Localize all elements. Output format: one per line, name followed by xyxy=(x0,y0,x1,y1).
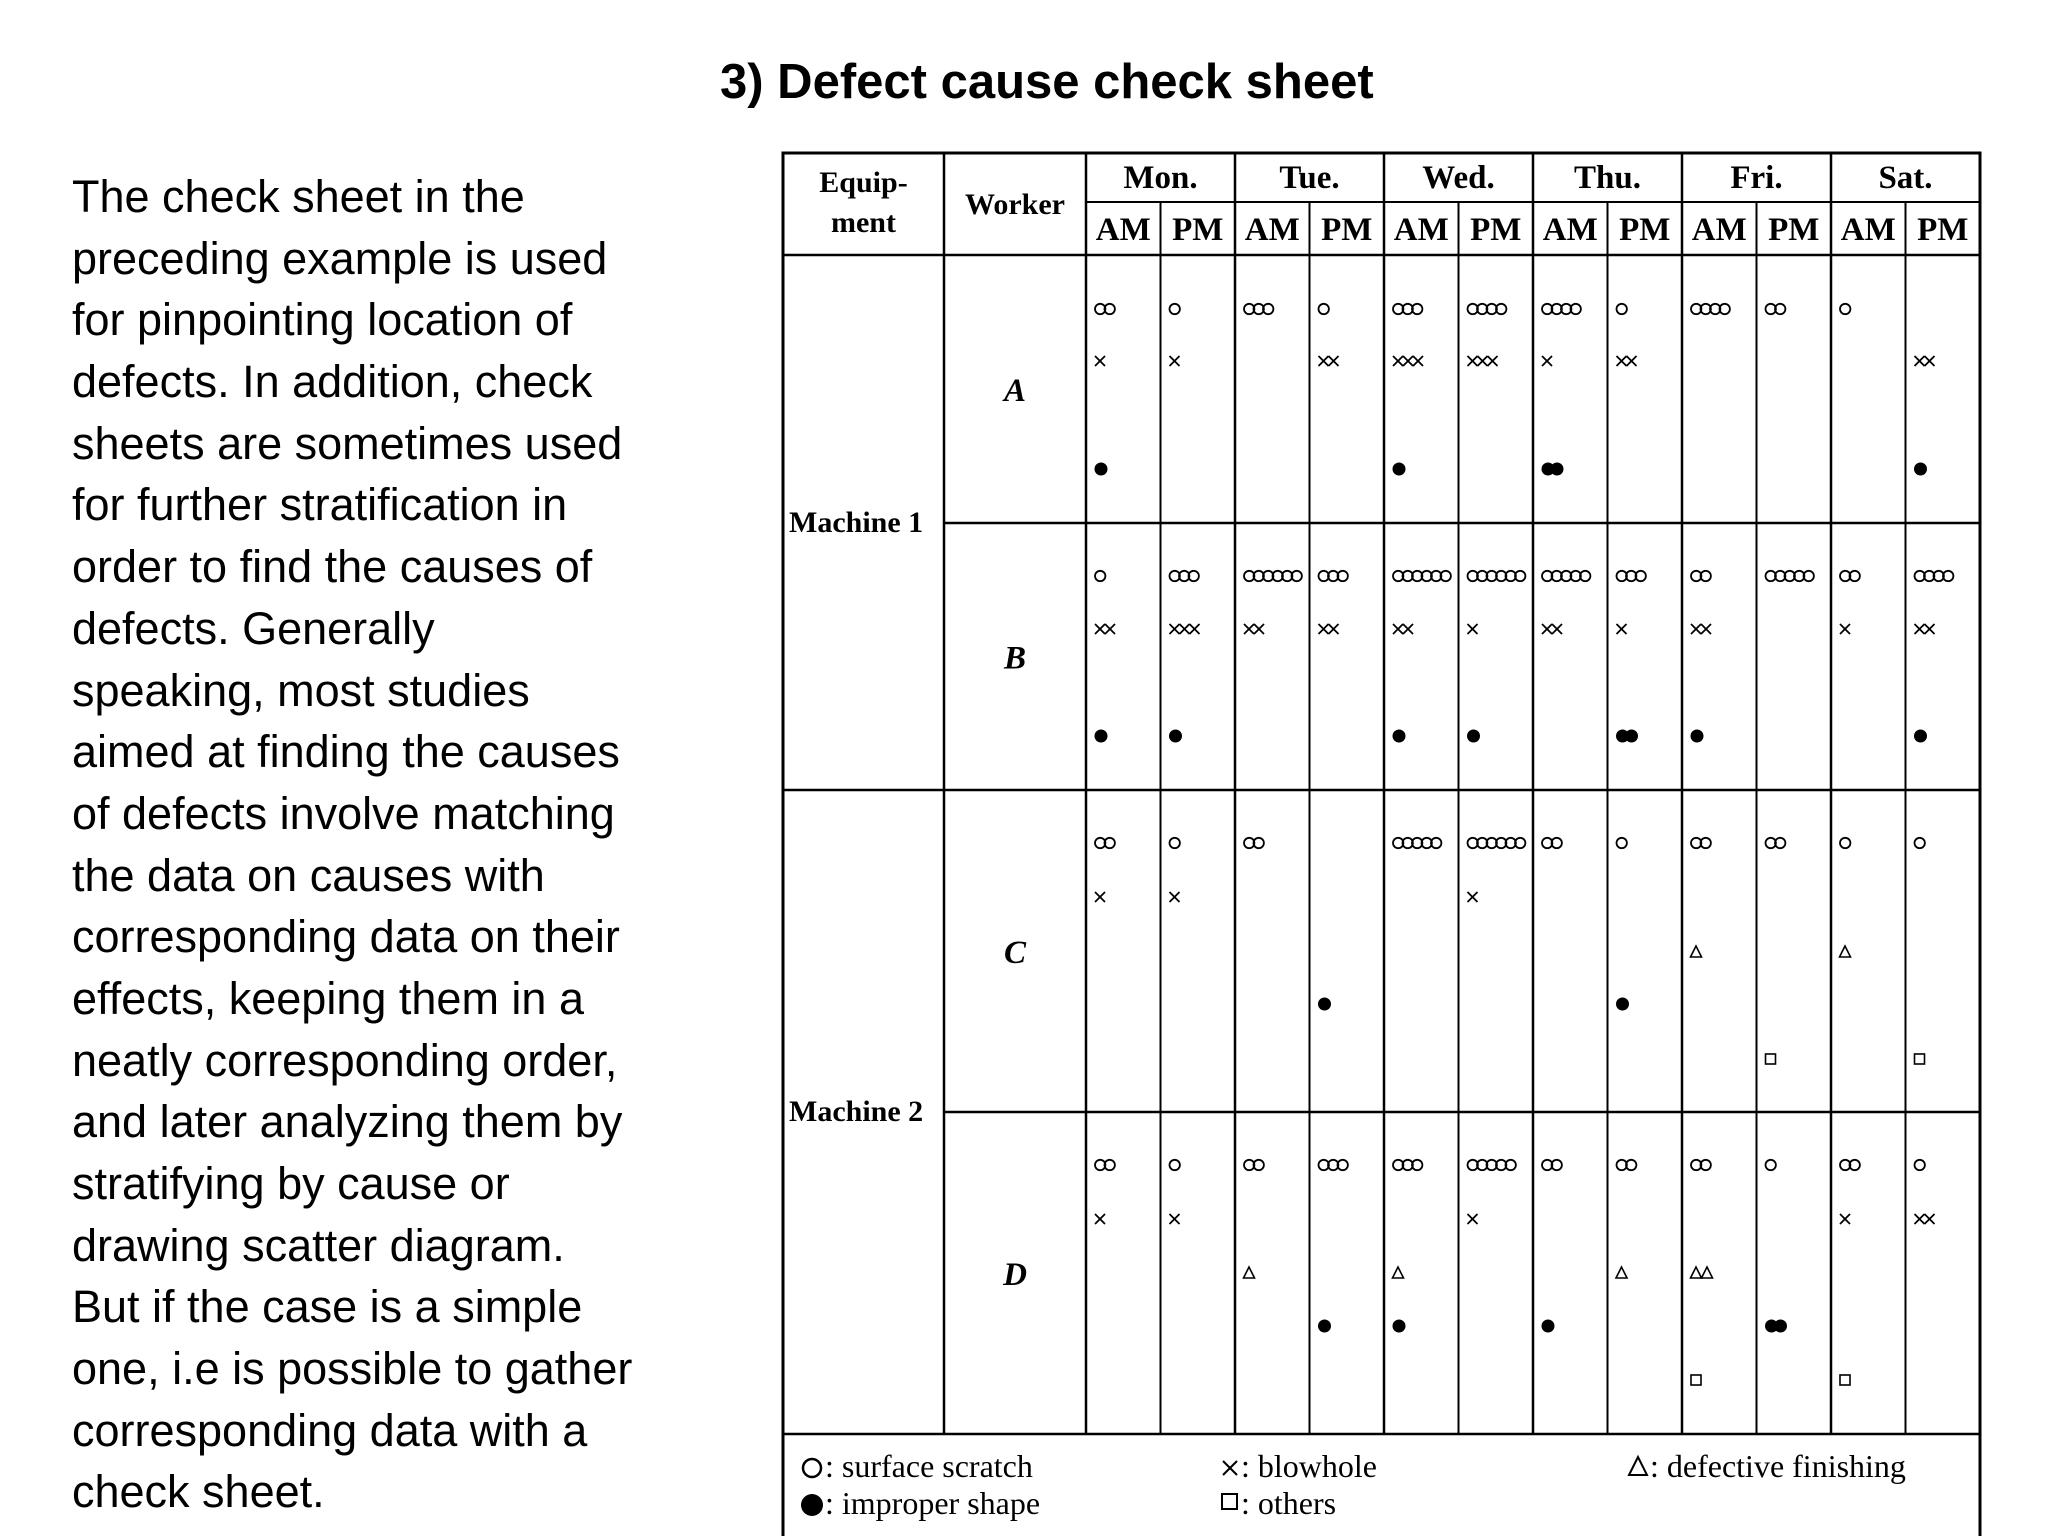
body-line: sheets are sometimes used xyxy=(72,417,623,469)
body-line: aimed at finding the causes xyxy=(72,726,620,778)
legend-blowhole: : blowhole xyxy=(1241,1448,1377,1484)
defective-finishing-mark xyxy=(1691,946,1702,957)
defective-finishing-mark xyxy=(1616,1267,1627,1278)
blowhole-mark xyxy=(1691,624,1701,634)
blowhole-mark xyxy=(1701,624,1711,634)
surface-scratch-mark xyxy=(1915,838,1925,848)
legend-improper-shape-icon xyxy=(801,1494,823,1516)
header-am: AM xyxy=(1542,212,1598,248)
blowhole-mark xyxy=(1915,1214,1925,1224)
machine-label: Machine 1 xyxy=(789,506,924,539)
header-am: AM xyxy=(1244,212,1300,248)
improper-shape-mark xyxy=(1095,730,1108,743)
others-mark xyxy=(1766,1054,1776,1064)
blowhole-mark xyxy=(1627,356,1637,366)
improper-shape-mark xyxy=(1467,730,1480,743)
body-line: order to find the causes of xyxy=(72,541,593,593)
blowhole-mark xyxy=(1403,356,1413,366)
header-equipment: ment xyxy=(831,206,896,239)
defective-finishing-mark xyxy=(1393,1267,1404,1278)
blowhole-mark xyxy=(1095,892,1105,902)
surface-scratch-mark xyxy=(1840,304,1850,314)
header-am: AM xyxy=(1393,212,1449,248)
header-pm: PM xyxy=(1172,212,1224,248)
blowhole-mark xyxy=(1190,624,1200,634)
blowhole-mark xyxy=(1468,356,1478,366)
header-am: AM xyxy=(1095,212,1151,248)
legend-others: : others xyxy=(1241,1485,1337,1521)
blowhole-mark xyxy=(1095,624,1105,634)
surface-scratch-mark xyxy=(1915,1160,1925,1170)
body-line: stratifying by cause or xyxy=(72,1158,510,1209)
legend-blowhole-icon xyxy=(1223,1461,1237,1475)
body-line: corresponding data on their xyxy=(72,911,620,963)
header-pm: PM xyxy=(1470,212,1522,248)
blowhole-mark xyxy=(1552,624,1562,634)
surface-scratch-mark xyxy=(1319,304,1329,314)
header-pm: PM xyxy=(1768,212,1820,248)
blowhole-mark xyxy=(1244,624,1254,634)
blowhole-mark xyxy=(1393,356,1403,366)
improper-shape-mark xyxy=(1774,1320,1787,1333)
header-day: Wed. xyxy=(1422,160,1495,196)
blowhole-mark xyxy=(1170,892,1180,902)
body-line: one, i.e is possible to gather xyxy=(72,1343,633,1395)
surface-scratch-mark xyxy=(1766,1160,1776,1170)
blowhole-mark xyxy=(1468,1214,1478,1224)
improper-shape-mark xyxy=(1691,730,1704,743)
worker-label: B xyxy=(1003,640,1027,677)
improper-shape-mark xyxy=(1616,998,1629,1011)
others-mark xyxy=(1840,1375,1850,1385)
legend-defective-finishing-icon xyxy=(1629,1457,1647,1475)
body-line: check sheet. xyxy=(72,1466,325,1518)
slide-title: 3) Defect cause check sheet xyxy=(720,55,1374,109)
machine-label: Machine 2 xyxy=(789,1095,924,1128)
blowhole-mark xyxy=(1413,356,1423,366)
legend-surface-scratch-icon xyxy=(803,1459,821,1477)
blowhole-mark xyxy=(1488,356,1498,366)
improper-shape-mark xyxy=(1542,1320,1555,1333)
blowhole-mark xyxy=(1329,624,1339,634)
blowhole-mark xyxy=(1170,1214,1180,1224)
improper-shape-mark xyxy=(1551,463,1564,476)
body-line: The check sheet in the xyxy=(72,171,525,222)
improper-shape-mark xyxy=(1095,463,1108,476)
body-line: and later analyzing them by xyxy=(72,1096,623,1148)
body-line: the data on causes with xyxy=(72,849,545,901)
body-line: of defects involve matching xyxy=(72,787,615,839)
blowhole-mark xyxy=(1095,356,1105,366)
legend-defective-finishing: : defective finishing xyxy=(1650,1448,1906,1484)
blowhole-mark xyxy=(1617,356,1627,366)
defective-finishing-mark xyxy=(1702,1267,1713,1278)
body-line: effects, keeping them in a xyxy=(72,972,584,1024)
body-line: for pinpointing location of xyxy=(72,294,573,346)
blowhole-mark xyxy=(1254,624,1264,634)
surface-scratch-mark xyxy=(1840,838,1850,848)
header-am: AM xyxy=(1840,212,1896,248)
defective-finishing-mark xyxy=(1840,946,1851,957)
header-day: Tue. xyxy=(1279,160,1340,196)
body-line: But if the case is a simple xyxy=(72,1281,583,1333)
header-worker: Worker xyxy=(965,188,1065,221)
sheet-border xyxy=(783,153,1980,1536)
body-line: preceding example is used xyxy=(72,232,608,284)
body-line: drawing scatter diagram. xyxy=(72,1219,565,1271)
blowhole-mark xyxy=(1840,624,1850,634)
blowhole-mark xyxy=(1170,624,1180,634)
blowhole-mark xyxy=(1925,356,1935,366)
blowhole-mark xyxy=(1542,356,1552,366)
improper-shape-mark xyxy=(1914,463,1927,476)
worker-label: D xyxy=(1003,1257,1027,1293)
blowhole-mark xyxy=(1105,624,1115,634)
header-pm: PM xyxy=(1321,212,1373,248)
worker-label: A xyxy=(1003,373,1027,409)
improper-shape-mark xyxy=(1318,998,1331,1011)
improper-shape-mark xyxy=(1393,463,1406,476)
body-line: defects. In addition, check xyxy=(72,356,593,408)
body-line: corresponding data with a xyxy=(72,1404,588,1456)
header-pm: PM xyxy=(1619,212,1671,248)
defective-finishing-mark xyxy=(1691,1267,1702,1278)
blowhole-mark xyxy=(1478,356,1488,366)
worker-label: C xyxy=(1003,935,1027,971)
body-line: for further stratification in xyxy=(72,479,568,531)
blowhole-mark xyxy=(1840,1214,1850,1224)
surface-scratch-mark xyxy=(1617,304,1627,314)
header-day: Fri. xyxy=(1730,160,1783,196)
others-mark xyxy=(1915,1054,1925,1064)
blowhole-mark xyxy=(1393,624,1403,634)
body-line: defects. Generally xyxy=(72,602,435,654)
header-day: Thu. xyxy=(1574,160,1641,196)
improper-shape-mark xyxy=(1318,1320,1331,1333)
header-am: AM xyxy=(1691,212,1747,248)
header-pm: PM xyxy=(1917,212,1969,248)
surface-scratch-mark xyxy=(1170,1160,1180,1170)
blowhole-mark xyxy=(1925,624,1935,634)
improper-shape-mark xyxy=(1914,730,1927,743)
blowhole-mark xyxy=(1180,624,1190,634)
blowhole-mark xyxy=(1403,624,1413,634)
blowhole-mark xyxy=(1617,624,1627,634)
blowhole-mark xyxy=(1095,1214,1105,1224)
blowhole-mark xyxy=(1329,356,1339,366)
surface-scratch-mark xyxy=(1170,304,1180,314)
header-equipment: Equip- xyxy=(819,166,908,199)
improper-shape-mark xyxy=(1393,1320,1406,1333)
blowhole-mark xyxy=(1319,624,1329,634)
improper-shape-mark xyxy=(1393,730,1406,743)
blowhole-mark xyxy=(1170,356,1180,366)
surface-scratch-mark xyxy=(1617,838,1627,848)
blowhole-mark xyxy=(1319,356,1329,366)
legend-others-icon xyxy=(1222,1494,1237,1509)
blowhole-mark xyxy=(1468,892,1478,902)
improper-shape-mark xyxy=(1625,730,1638,743)
blowhole-mark xyxy=(1542,624,1552,634)
blowhole-mark xyxy=(1925,1214,1935,1224)
legend-improper-shape: : improper shape xyxy=(825,1485,1041,1521)
improper-shape-mark xyxy=(1169,730,1182,743)
defective-finishing-mark xyxy=(1244,1267,1255,1278)
blowhole-mark xyxy=(1915,356,1925,366)
body-line: neatly corresponding order, xyxy=(72,1034,618,1086)
others-mark xyxy=(1691,1375,1701,1385)
blowhole-mark xyxy=(1915,624,1925,634)
header-day: Sat. xyxy=(1878,160,1933,196)
surface-scratch-mark xyxy=(1170,838,1180,848)
body-line: speaking, most studies xyxy=(72,664,530,716)
legend-surface-scratch: : surface scratch xyxy=(825,1448,1033,1484)
surface-scratch-mark xyxy=(1095,571,1105,581)
header-day: Mon. xyxy=(1123,160,1198,196)
blowhole-mark xyxy=(1468,624,1478,634)
